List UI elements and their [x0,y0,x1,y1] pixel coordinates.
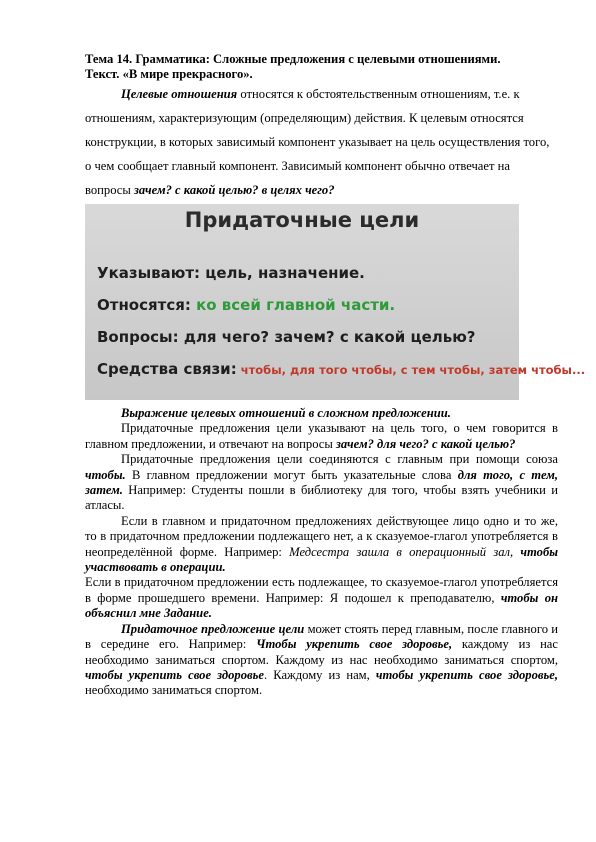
paragraph-2 [85,452,558,514]
p1-questions: зачем? для чего? с какой целью? [336,436,516,451]
p3-example-bold: чтобы участвовать в операции. [85,544,558,575]
card-title: Придаточные цели [184,208,420,232]
card-value-red: чтобы, для того чтобы, с тем чтобы, затем чтобы... [236,363,586,377]
p5-example-3: чтобы укрепить свое здоровье, [375,667,558,682]
section-subtitle: Выражение целевых отношений в сложном предложении. [121,406,451,420]
card-line-questions [97,328,476,346]
p5-example-2: чтобы укрепить свое здоровье [85,667,264,682]
card-label: Относятся: [97,296,191,314]
p3-text: Если в главном и придаточном предложениях действующее лицо одно и то же, то в придаточном предложении подлежащего нет, а к сказуемое-глагол употребляется в неопределённой форме. Например: [85,513,558,559]
intro-term: Целевые отношения [121,87,238,101]
card-value: цель, назначение. [200,264,365,282]
card-label: Указывают: [97,264,201,282]
card-value: для чего? зачем? с какой целью? [178,328,476,346]
p5-text: необходимо заниматься спортом. [85,683,263,698]
p4-text: Если в придаточном предложении есть подлежащее, то сказуемое-глагол употребляется в форме прошедшего времени. Например: Я подошел к преподавателю, [85,575,558,605]
p2-text: Придаточные предложения цели соединяются с главным при помощи союза [121,452,558,467]
p5-text: . Каждому из нам, [264,667,376,682]
card-line-indicates [97,264,365,282]
topic-heading: Тема 14. Грамматика: Сложные предложения с целевыми отношениями. [85,52,501,66]
card-label: Средства связи: [97,360,237,378]
p5-example-1: Чтобы укрепить свое здоровье, [256,637,453,652]
p5-term: Придаточное предложение цели [121,621,305,636]
document-page [85,52,586,699]
paragraph-5 [85,622,558,699]
rule-card-image [85,204,586,400]
p1-text: Придаточные предложения цели указывают на цель того, о чем говорится в главном предложении, и отвечают на вопросы [85,421,558,451]
p2-text: Например: Студенты пошли в библиотеку для того, чтобы взять учебники и атласы. [85,483,558,513]
intro-paragraph [85,82,558,202]
p2-union: чтобы. [85,467,126,482]
intro-questions: зачем? с какой целью? в целях чего? [134,183,335,197]
card-line-relates [97,296,395,314]
p5-text: каждому из нас необходимо заниматься спортом. Каждому из нас необходимо заниматься спортом, [85,637,558,667]
p2-words: для того, с тем, затем. [85,467,558,498]
p2-text: В главном предложении могут быть указательные слова [125,467,458,482]
p5-text: может стоять перед главным, после главного и в середине его. Например: [85,621,558,652]
card-label: Вопросы: [97,328,179,346]
p3-example: Медсестра зашла в операционный зал, [289,544,514,559]
p4-example: чтобы он объяснил мне Задание. [85,590,558,621]
card-value-green: ко всей главной части. [190,296,396,314]
card-line-means [97,360,585,378]
paragraph-3 [85,514,558,576]
paragraph-4 [85,575,558,621]
intro-text: относятся к обстоятельственным отношениям, т.е. к отношениям, характеризующим (определяющим) действия. К целевым относятся конструкции, в которых зависимый компонент указывает на цель осуществления того, о чем сообщает главный компонент. Зависимый компонент обычно отвечает на вопросы [85,87,550,197]
paragraph-1 [85,421,558,452]
text-title: Текст. «В мире прекрасного». [85,67,253,81]
